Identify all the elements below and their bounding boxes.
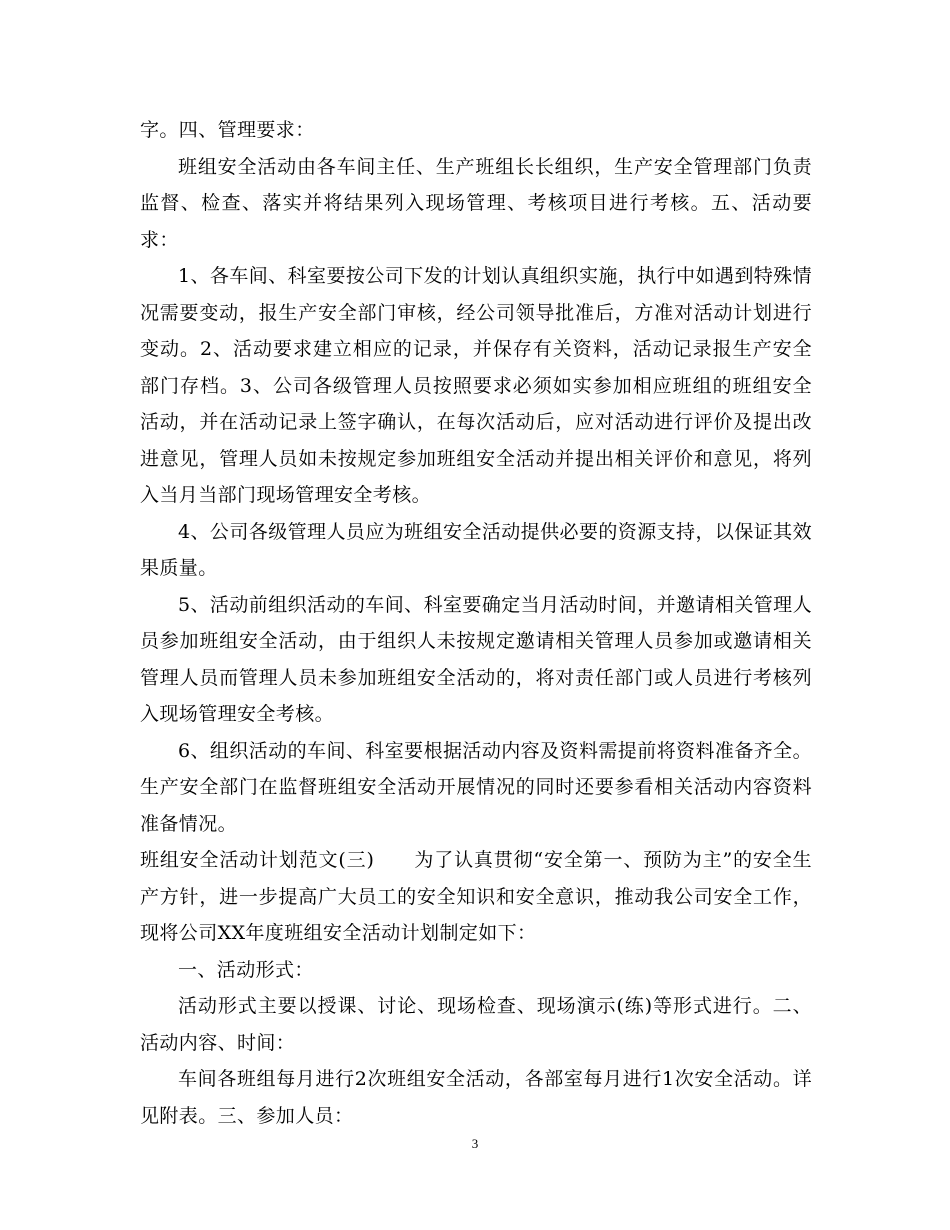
paragraph-6: 6、组织活动的车间、科室要根据活动内容及资料需提前将资料准备齐全。生产安全部门在监督班组安全活动开展情况的同时还要参看相关活动内容资料准备情况。: [140, 739, 812, 835]
paragraph-1: 字。四、管理要求：: [140, 119, 315, 141]
paragraph-10: 车间各班组每月进行2次班组安全活动，各部室每月进行1次安全活动。详见附表。三、参加人员：: [140, 1068, 812, 1127]
paragraph-7: 班组安全活动计划范文(三) 为了认真贯彻“安全第一、预防为主”的安全生产方针，进一步提高广大员工的安全知识和安全意识，推动我公司安全工作，现将公司XX年度班组安全活动计划制定如下：: [140, 849, 812, 944]
paragraph-2: 班组安全活动由各车间主任、生产班组长长组织，生产安全管理部门负责监督、检查、落实并将结果列入现场管理、考核项目进行考核。五、活动要求：: [140, 155, 812, 251]
page-number: 3: [471, 1136, 479, 1151]
paragraph-5: 5、活动前组织活动的车间、科室要确定当月活动时间，并邀请相关管理人员参加班组安全活动，由于组织人未按规定邀请相关管理人员参加或邀请相关管理人员而管理人员未参加班组安全活动的，将对责任部门或人员进行考核列入现场管理安全考核。: [140, 593, 812, 725]
document-body: [140, 112, 812, 1134]
paragraph-3: 1、各车间、科室要按公司下发的计划认真组织实施，执行中如遇到特殊情况需要变动，报生产安全部门审核，经公司领导批准后，方准对活动计划进行变动。2、活动要求建立相应的记录，并保存有关资料，活动记录报生产安全部门存档。3、公司各级管理人员按照要求必须如实参加相应班组的班组安全活动，并在活动记录上签字确认，在每次活动后，应对活动进行评价及提出改进意见，管理人员如未按规定参加班组安全活动并提出相关评价和意见，将列入当月当部门现场管理安全考核。: [140, 265, 812, 506]
paragraph-9: 活动形式主要以授课、讨论、现场检查、现场演示(练)等形式进行。二、活动内容、时间：: [140, 995, 812, 1054]
paragraph-4: 4、公司各级管理人员应为班组安全活动提供必要的资源支持，以保证其效果质量。: [140, 520, 812, 579]
paragraph-8: 一、活动形式：: [178, 958, 314, 981]
